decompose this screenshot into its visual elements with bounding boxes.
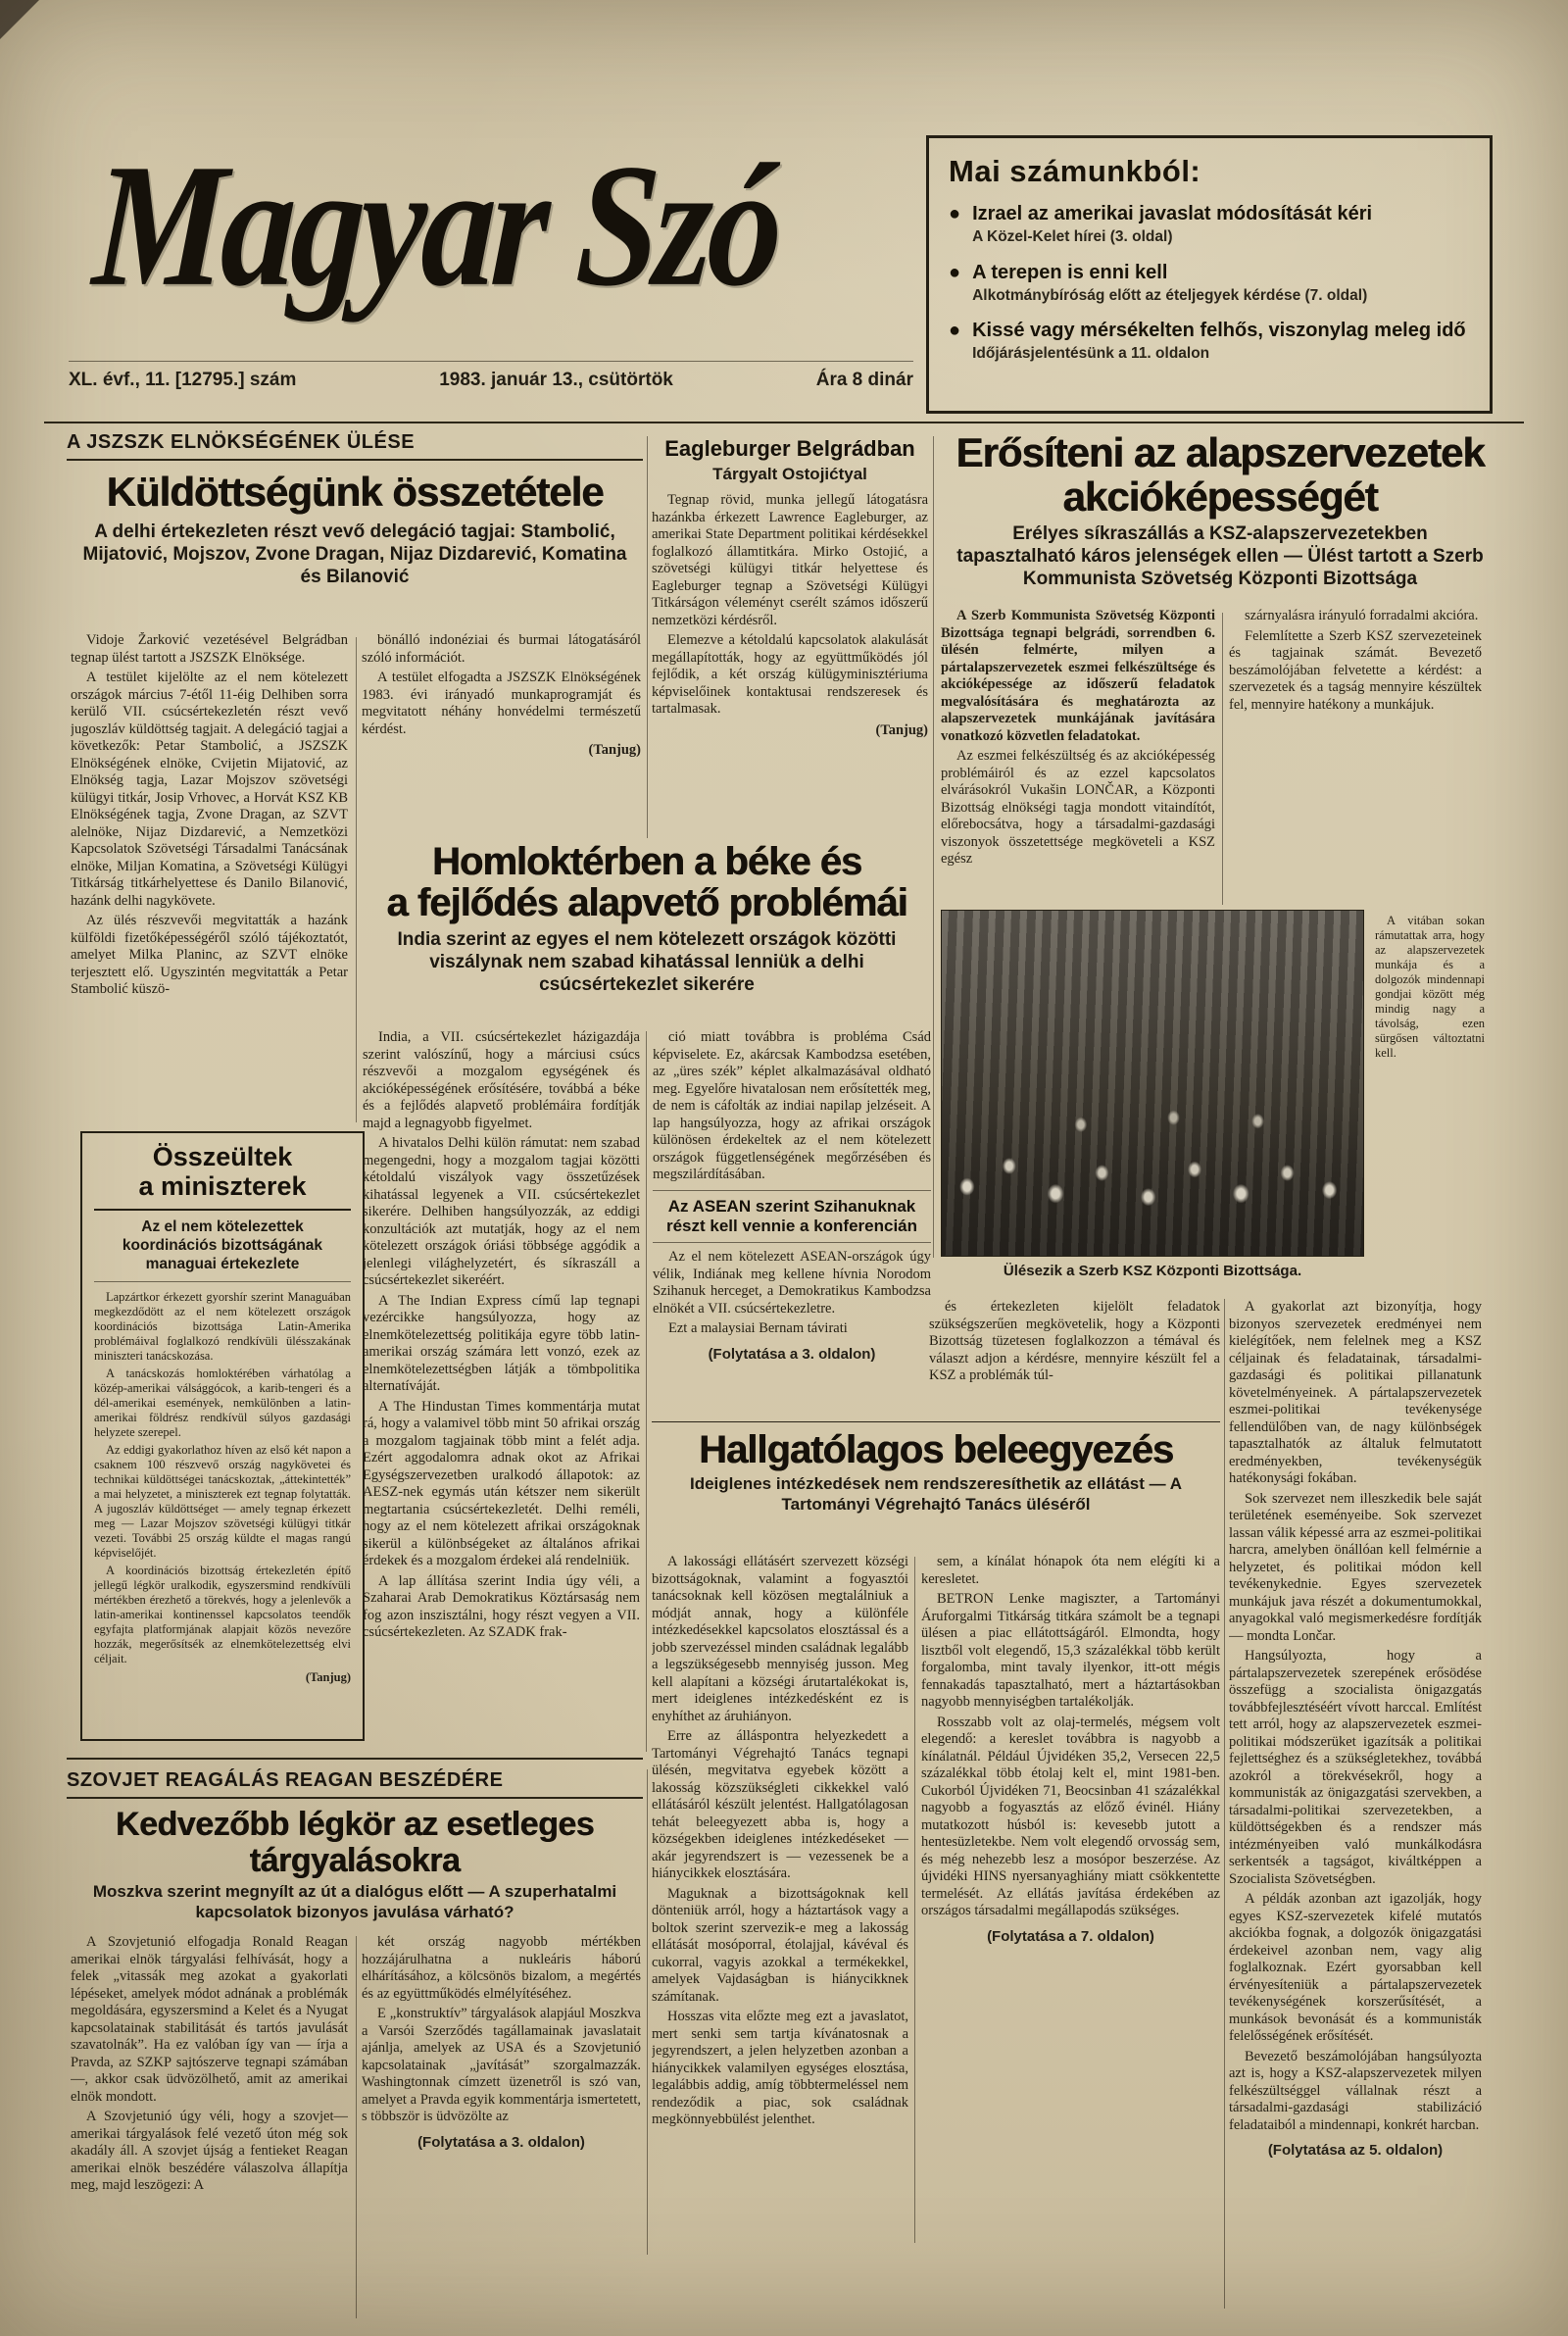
paragraph: E „konstruktív” tárgyalások alapjául Moszkva a Varsói Szerződés tagállamainak javaslatait ajánlja, amelyek az USA és a Szovjetunió kapcsolatainak „javítását” szorgalmazzák. Washingtonnak címzett üzenetről is szó van, amelyet a Pravda egyik kommentárja ismertetett, s többször is üdvözölte az <box>362 2006 641 2124</box>
article-headline <box>363 841 931 924</box>
paragraph: A tanácskozás homloktérében várhatólag a közép-amerikai válsággócok, a karib-tengeri és a dél-amerikai események, nemkülönben a latin-amerikai földrész rendkívül súlyos gazdasági helyzete szerepel. <box>94 1367 351 1440</box>
masthead-rule <box>44 422 1524 423</box>
paragraph: bönálló indonéziai és burmai látogatásáról szóló információt. <box>362 632 641 666</box>
paragraph: A Szovjetunió elfogadja Ronald Reagan amerikai elnök tárgyalási felhívását, hogy a felek „vitassák meg azokat a gyakorlati lépéseket, amelyek módot adnának a problémák megoldására, egyszersmind a Kelet és a Nyugat kapcsolatainak stabilitását és tartós javulását szavatolnák”. Ha ez valóban így van — írja a Pravda, az SZKP sajtószerve tegnapi számában —, akkor csak üdvözölhető, amit az amerikai elnök mondott. <box>71 1934 348 2105</box>
photo-caption: Ülésezik a Szerb KSZ Központi Bizottsága. <box>1003 1263 1302 1279</box>
issue-line <box>69 361 913 391</box>
article-column-narrow <box>1375 914 1485 1255</box>
paragraph: Sok szervezet nem illeszkedik bele saját területének eseményeibe. Sok szervezet lassan válik képessé arra az eszmei-politikai harcra, amelyben önállóan kell felmérnie a helyzetet, és politikai módon kell tevékenykednie. Egyes szervezetek munkájuk java részét a dokumentumokkal, anyagokkal való megismerkedésre fordítják — mondta Lončar. <box>1229 1490 1482 1644</box>
today-item-sub: Időjárásjelentésünk a 11. oldalon <box>972 345 1210 363</box>
paragraph: Felemlítette a Szerb KSZ szervezeteinek és tagjainak számát. Bevezető beszámolójában felvetette a kérdést: a szervezetek és a tagság mennyire készültek fel, mennyire hatékony a munkájuk. <box>1229 627 1482 713</box>
paragraph: Hosszas vita előzte meg ezt a javaslatot, mert senki sem tartja kívánatosnak a jegyrendszert, a jelen helyzetben azonban a hiánycikkek valamilyen egységes elosztása, legalábbis addig, amíg többtermeléssel nem rendeződik a piac, sok családnak megkönnyebbülést jelenthet. <box>652 2009 908 2127</box>
today-item-headline: A terepen is enni kell <box>972 261 1168 283</box>
article-headline: Küldöttségünk összetétele <box>106 469 604 515</box>
article-column <box>929 1299 1220 1424</box>
article-subhead: Erélyes síkraszállás a KSZ-alapszervezetekben tapasztalható káros jelenségek ellen — Ülést tartott a Szerb Kommunista Szövetség Központi Bizottsága <box>956 523 1484 590</box>
source-credit: (Tanjug) <box>875 721 928 738</box>
article-subhead: A delhi értekezleten részt vevő delegáció tagjai: Stambolić, Mijatović, Mojszov, Zvone Dragan, Nijaz Dizdarević, Komatina és Bilanović <box>82 521 627 587</box>
article-column <box>362 1934 641 2321</box>
article-column <box>1229 608 1482 908</box>
paragraph: két ország nagyobb mértékben hozzájárulhatna a nukleáris háború elhárításához, a kölcsönös bizalom, a megértés és az együttműködés elmélyítéséhez. <box>362 1934 641 2002</box>
inset-box-title <box>94 1143 351 1211</box>
headline-line1: Erősíteni az alapszervezetek <box>956 429 1485 475</box>
column-rule <box>356 1936 357 2318</box>
column-rule <box>933 436 934 1258</box>
headline-line2: tárgyalásokra <box>249 1841 461 1879</box>
article-erositeni <box>941 431 1499 908</box>
bullet-icon: ● <box>949 203 961 224</box>
article-eagleburger <box>652 436 928 840</box>
article-column <box>921 1554 1220 2240</box>
paragraph: Az eddigi gyakorlathoz híven az első két napon a csaknem 100 részvevő ország nagykövetei és technikai küldöttségei tanácskoztak, „áttekintették” a mai helyzetet, a miniszterek ezt tegnap folytatták. A jugoszláv küldöttséget — amely tegnap érkezett meg — Lazar Mojszov szövetségi külügyi titkár vezeti. További 25 ország küldte el magas rangú képviselőjét. <box>94 1443 351 1561</box>
scan-corner-artifact <box>0 0 39 39</box>
sub-article-headline: Az ASEAN szerint Szihanuknak részt kell vennie a konferencián <box>653 1190 931 1244</box>
headline-line2: akcióképességét <box>1062 472 1378 520</box>
continuation-note: (Folytatása a 7. oldalon) <box>987 1927 1154 1945</box>
continuation-note: (Folytatása a 3. oldalon) <box>708 1345 876 1363</box>
bullet-icon: ● <box>949 261 961 283</box>
paragraph: A hivatalos Delhi külön rámutat: nem szabad megengedni, hogy a mozgalom tagjai közötti kétoldalú viszályok vagy összetűzések kihatással legyenek a VII. csúcsértekezlet sikerére. Delhiben hangsúlyozzák, az eddigi konzultációk azt mutatják, hogy az el nem kötelezett országok óriási többsége aggódik a jelenlegi világhelyzetért, és síkraszáll a csúcsértekezlet sikeréért. <box>363 1135 640 1288</box>
paragraph: India, a VII. csúcsértekezlet házigazdája szerint valószínű, hogy a márciusi csúcs részvevői a mozgalom egységének és akcióképességének erősítésére, továbbá a béke és a fejlődés alapvető problémáira fordítják majd a legnagyobb figyelmet. <box>363 1029 640 1131</box>
paragraph: A vitában sokan rámutattak arra, hogy az alapszervezetek munkája és a dolgozók mindennapi gondjai között még mindig nagy a távolság, ezen sürgősen változtatni kell. <box>1375 914 1485 1060</box>
article-column <box>1229 1299 1482 2311</box>
inset-title-line1: Összeültek <box>152 1142 293 1171</box>
column-rule <box>914 1557 915 2243</box>
article-kicker: A JSZSZK ELNÖKSÉGÉNEK ÜLÉSE <box>67 431 643 461</box>
inset-box-osszeultek <box>80 1131 365 1741</box>
paragraph: Lapzártkor érkezett gyorshír szerint Managuában megkezdődött az el nem kötelezett országok koordinációs bizottsága Latin-Amerika problémáival foglalkozó rendkívüli ülésszakának miniszteri tanácskozása. <box>94 1290 351 1364</box>
article-subhead: India szerint az egyes el nem kötelezett országok közötti viszálynak nem szabad kihatással lenniük a delhi csúcsértekezlet sikerére <box>397 928 897 996</box>
paragraph: Rosszabb volt az olaj-termelés, mégsem volt elegendő: a kereslet továbbra is nagyobb a kínálatnál. Például Újvidéken 35,2, Versecen 22,5 százalékkal több étolaj kelt el, mint 1981-ben. Cukorból Újvidéken 71, Beocsinban 41 százalékkal nagyobb a fogyasztás az előző évinél. Hiány mutatkozott húsból is: kevesebb jutott a hentesüzletekbe. Nem volt elegendő orvosság sem, és még nehezebb lesz a mosópor beszerzése. Az újvidéki HINS nyersanyaghiány miatt csökkentette termelését. Az ellátás javítása érdekében az országos társadalmi megállapodás szükséges. <box>921 1714 1220 1918</box>
paragraph: A koordinációs bizottság értekezletén építő jellegű légkör uralkodik, egyszersmind rendkívüli mértékben érezhető a törekvés, hogy a jelenlevők a latin-amerikai kontinenssel kapcsolatos teendők egyfajta platformjának alapjait közös nevezőre hozzák, megerősítsék az elnemkötelezettség elvi céljait. <box>94 1564 351 1666</box>
today-item-headline: Kissé vagy mérsékelten felhős, viszonylag meleg idő <box>972 320 1466 342</box>
section-rule <box>652 1421 1220 1422</box>
article-column <box>71 1934 348 2321</box>
paragraph: A lakossági ellátásért szervezett községi bizottságoknak, valamint a fogyasztói tanácsoknak kell közösen megtalálniuk a módját annak, hogy a különféle intézkedésekkel kapcsolatos elosztással és a jobb szervezéssel minden családnak legalább a legszükségesebb mennyiség jusson. Meg kell alapítani a községi árutartalékokat is, mert ideiglenes intézkedésként ez is enyhíthet az áruhiányon. <box>652 1554 908 1724</box>
column-rule <box>647 436 648 838</box>
article-column <box>653 1029 931 1421</box>
headline-line1: Homloktérben a béke és <box>431 840 862 883</box>
paragraph: Bevezető beszámolójában hangsúlyozta azt is, hogy a KSZ-alapszervezetek milyen felkészültséggel vállalnak részt a társadalmi-gazdasági stabilizáció feladataiból a mindennapi, konkrét harcban. <box>1229 2048 1482 2133</box>
article-subhead: Ideiglenes intézkedések nem rendszeresíthetik az ellátást — A Tartományi Végrehajtó Tanács üléséről <box>689 1474 1182 1515</box>
paragraph: és értekezleten kijelölt feladatok szükségszerűen megkövetelik, hogy a Központi Bizottság tüzetesen foglalkozzon a témával és választ adjon a kérdésre, mennyire készült fel a KSZ a problémák túl- <box>929 1299 1220 1383</box>
paragraph: A testület elfogadta a JSZSZK Elnökségének 1983. évi irányadó munkaprogramját és megvitatott néhány honvédelmi természetű kérdést. <box>362 670 641 737</box>
article-subkicker: Tárgyalt Ostojićtyal <box>712 465 867 483</box>
headline-line1: Kedvezőbb légkör az esetleges <box>115 1806 595 1843</box>
paragraph: Az ülés részvevői megvitatták a hazánk külföldi fizetőképességéről szóló tájékoztatót, amelyet Milka Planinc, az SZVT elnöke terjesztett elő. Ugyszintén megvitatták a Petar Stambolić küszö- <box>71 913 348 997</box>
today-box-item <box>949 262 1470 306</box>
paragraph: ció miatt továbbra is probléma Csád képviselete. Ez, akárcsak Kambodzsa esetében, az „üres szék” képlet alkalmazásával oldható meg. Egyelőre hivatalosan nem erősítették meg, de nem is cáfolták az indiai napilap jelzéseit. A lap hangsúlyozza, hogy az afrikai országok különösen érdekeltek az el nem kötelezett országok függetlenségének megőrzésében és megszilárdításában. <box>653 1029 931 1182</box>
bullet-icon: ● <box>949 320 961 342</box>
today-box-title: Mai számunkból: <box>949 154 1201 188</box>
paragraph: sem, a kínálat hónapok óta nem elégíti ki a keresletet. <box>921 1554 1220 1587</box>
article-headline <box>67 1807 643 1878</box>
today-box-item <box>949 320 1470 364</box>
paragraph: Tegnap rövid, munka jellegű látogatásra hazánkba érkezett Lawrence Eagleburger, az amerikai State Department politikai kérdésekkel foglalkozó államtitkára. Mirko Ostojić, a szövetségi külügyi titkár helyettese és Eagleburger tegnap a Szövetségi Külügyi Titkárságon véleményt cserélt számos időszerű nemzetközi kérdésről. <box>652 492 928 628</box>
paragraph: BETRON Lenke magiszter, a Tartományi Áruforgalmi Titkárság titkára számolt be a tegnapi ülésen a piac ellátottságáról. Elmondta, hogy lisztből volt elegendő, 15,3 százalékkal több került forgalomba, mint tavaly ilyenkor, itt-ott mégis fennakadás tapasztalható, mert a háztartásokban nagyobb mennyiségben tartalékolják. <box>921 1591 1220 1710</box>
column-rule <box>647 1769 648 2255</box>
column-rule <box>1222 613 1223 905</box>
paragraph: A példák azonban azt igazolják, hogy egyes KSZ-szervezetek kifelé mutatós akciókba fognak, a dolgozók önigazgatási érdekeivel azonban nem, vagy alig foglalkoznak. Ezért gyorsabban kell érvényesíteniük a pártalapszervezetek tevékenységének korszerűsítését, a munkások bevonását és a kommunisták felelősségének erősítését. <box>1229 1891 1482 2044</box>
today-item-headline: Izrael az amerikai javaslat módosítását kéri <box>972 203 1373 224</box>
section-rule <box>67 1758 643 1760</box>
paragraph: A lap állítása szerint India úgy véli, a Szaharai Arab Demokratikus Köztársaság nem fog azon inszisztálni, hogy részt vegyen a VII. csúcsértekezleten. Az SZADK frak- <box>363 1572 640 1640</box>
today-box <box>926 135 1493 414</box>
paragraph: A The Hindustan Times kommentárja mutat rá, hogy a valamivel több mint 50 afrikai ország a mozgalom tagjainak több mint a felét adja. Ezért aggodalomra adnak okot az Afrikai Egységszervezetben uralkodó állapotok: az AESZ-nek egymás után kétszer nem sikerült megtartania csúcsértekezletét. Delhi reméli, hogy az el nem kötelezett afrikai országoknak sikerül a különbségeket az általános afrikai érdekek és a mozgalom érdekei alá rendelniük. <box>363 1398 640 1568</box>
article-column <box>652 1554 908 2240</box>
article-szovjet <box>67 1769 643 2323</box>
paragraph: A Szovjetunió úgy véli, hogy a szovjet—amerikai tárgyalások felé vezető úton még sok akadály áll. A szovjet újság a fentieket Reagan amerikai elnök beszédére válaszolva állapítja meg, majd leszögezi: A <box>71 2109 348 2193</box>
today-item-sub: A Közel-Kelet hírei (3. oldal) <box>972 228 1173 245</box>
column-rule <box>646 1031 647 1752</box>
paragraph: Hangsúlyozta, hogy a pártalapszervezetek szerepének erősödése összefügg a szocialista önigazgatás továbbfejlesztéséért vívott harccal. Említést tett arról, hogy az alapszervezetek eszmei-politikai módszerüket igazítsák a politikai fejlettséghez és a szükségletekhez, továbbá azokról a törekvésekről, hogy a kommunisták az önigazgatási szervekben, a társadalmi-politikai szervezetekben, a küldöttségekben és a rendszer más intézményeiben való munkálkodásra serkentsék a tagságot, kiváltképpen a Szocialista Szövetségben. <box>1229 1648 1482 1887</box>
headline-line2: a fejlődés alapvető problémái <box>386 881 907 925</box>
today-item-sub: Alkotmánybíróság előtt az ételjegyek kérdése (7. oldal) <box>972 286 1368 304</box>
article-column <box>71 632 348 1127</box>
issue-price: Ára 8 dinár <box>815 370 913 390</box>
article-kicker: Eagleburger Belgrádban <box>664 436 915 461</box>
article-headline <box>941 431 1499 519</box>
issue-date: 1983. január 13., csütörtök <box>439 370 673 390</box>
continuation-note: (Folytatása a 3. oldalon) <box>417 2133 585 2151</box>
lead-paragraph: A Szerb Kommunista Szövetség Központi Bizottsága tegnapi belgrádi, sorrendben 6. ülésén felmérte, milyen a pártalapszervezetek eszmei felkészültsége és akcióképessége az időszerű feladatok megvalósítására és meghatározta az alapszervezetek munkájának javítására vonatkozó közvetlen feladatokat. <box>941 608 1215 744</box>
article-headline: Hallgatólagos beleegyezés <box>698 1428 1174 1471</box>
paragraph: szárnyalásra irányuló forradalmi akcióra. <box>1245 608 1479 623</box>
article-column <box>363 1029 640 1753</box>
article-hallgatolagos <box>652 1429 1220 2253</box>
inset-box-subtitle: Az el nem kötelezettek koordinációs bizottságának managuai értekezlete <box>94 1218 351 1282</box>
article-column <box>941 608 1215 908</box>
paragraph: A The Indian Express című lap tegnapi vezércikke hangsúlyozza, hogy az elnemkötelezettség politikája egyre több latin-amerikai ország számára lett vonzó, ezek az elnemkötelezettségben látják a tömbpolitika alternatíváját. <box>363 1292 640 1394</box>
paragraph: Az eszmei felkészültség és az akcióképesség problémáiról és az ezzel kapcsolatos elvárásokról Vukašin LONČAR, a Központi Bizottság elnökségi tagja mondott vitaindítót, előrebocsátva, hogy a társadalmi-gazdasági viszonyok összetettsége megköveteli a KSZ egész <box>941 748 1215 867</box>
article-subhead: Moszkva szerint megnyílt az út a dialógus előtt — A szuperhatalmi kapcsolatok bizonyos javulása várható? <box>92 1882 617 1922</box>
article-column <box>652 492 928 786</box>
article-kicker: SZOVJET REAGÁLÁS REAGAN BESZÉDÉRE <box>67 1769 643 1799</box>
paragraph: Elemezve a kétoldalú kapcsolatok alakulását megállapították, hogy az együttműködés jól fejlődik, a két ország külügyminisztériuma képviselőinek kontaktusai rendszeresek és tartalmasak. <box>652 632 928 717</box>
paragraph: Az el nem kötelezett ASEAN-országok úgy vélik, Indiának meg kellene hívnia Norodom Szihanuk herceget, a Demokratikus Kambodzsa elnökét a VII. csúcsértekezletre. <box>653 1249 931 1317</box>
paragraph: Erre az álláspontra helyezkedett a Tartományi Végrehajtó Tanács tegnapi ülésén, megvitatva egyebek között a lakosság közszükségleti cikkekkel való ellátásáról készült jelentést. Hallgatólagosan tehát beleegyezett abba is, hogy a községekben ideiglenes intézkedéseket — akár jegyrendszert is — vezessenek be a hiánycikkek elosztására. <box>652 1728 908 1881</box>
source-credit: (Tanjug) <box>305 1670 351 1685</box>
issue-number: XL. évf., 11. [12795.] szám <box>69 370 297 390</box>
column-rule <box>1224 1299 1225 2309</box>
meeting-photo <box>941 910 1364 1257</box>
continuation-note: (Folytatása az 5. oldalon) <box>1267 2142 1444 2159</box>
paragraph: A gyakorlat azt bizonyítja, hogy bizonyos szervezetek eredményei nem kielégítőek, nem felelnek meg a KSZ céljainak és feladatainak, társadalmi-gazdasági és politikai pillanatunk követelményeinek. A pártalapszervezetek eszmei-politikai tevékenysége fellendülőben van, de nagy különbségek tapasztalhatók az általuk felmutatott eredményekben, tevékenységük hatékonysági fokában. <box>1229 1299 1482 1486</box>
source-credit: (Tanjug) <box>588 742 641 758</box>
masthead-title: Magyar Szó <box>89 127 782 323</box>
paragraph: A testület kijelölte az el nem kötelezett országok március 7-étől 11-éig Delhiben sorra kerülő VII. csúcsértekezletén részt vevő jugoszláv küldöttség tagjait. A delegáció tagjai a következők: Petar Stambolić, a JSZSZK Elnökségének elnöke, Cvijetin Mijatović, az Elnökség tagja, Lazar Mojszov szövetségi külügyi titkár, Josip Vrhovec, a Horvát KSZ KB Elnökségének tagja, Zvone Dragan, az SZVT alelnöke, Nijaz Dizdarević, a Nemzetközi Kapcsolatok Szövetségi Társadalmi Tanácsának elnöke, Miljan Komatina, a Szövetségi Külügyi Titkárság titkárhelyettese és Danilo Bilanović, hazánk delhi nagykövete. <box>71 670 348 909</box>
column-rule <box>356 637 357 1122</box>
today-box-item <box>949 203 1470 247</box>
paragraph: Vidoje Žarković vezetésével Belgrádban tegnap ülést tartott a JSZSZK Elnöksége. <box>71 632 348 666</box>
paragraph: Ezt a malaysiai Bernam távirati <box>668 1320 848 1337</box>
inset-title-line2: a miniszterek <box>138 1170 307 1201</box>
paragraph: Maguknak a bizottságoknak kell dönteniük arról, hogy a háztartások vagy a boltok szerint szervezik-e meg a lakosság ellátását mosóporral, étolajjal, kávéval és cukorral, vagyis azokkal a termékekkel, amelyek Vajdaságban is hiánycikknek számítanak. <box>652 1885 908 2005</box>
